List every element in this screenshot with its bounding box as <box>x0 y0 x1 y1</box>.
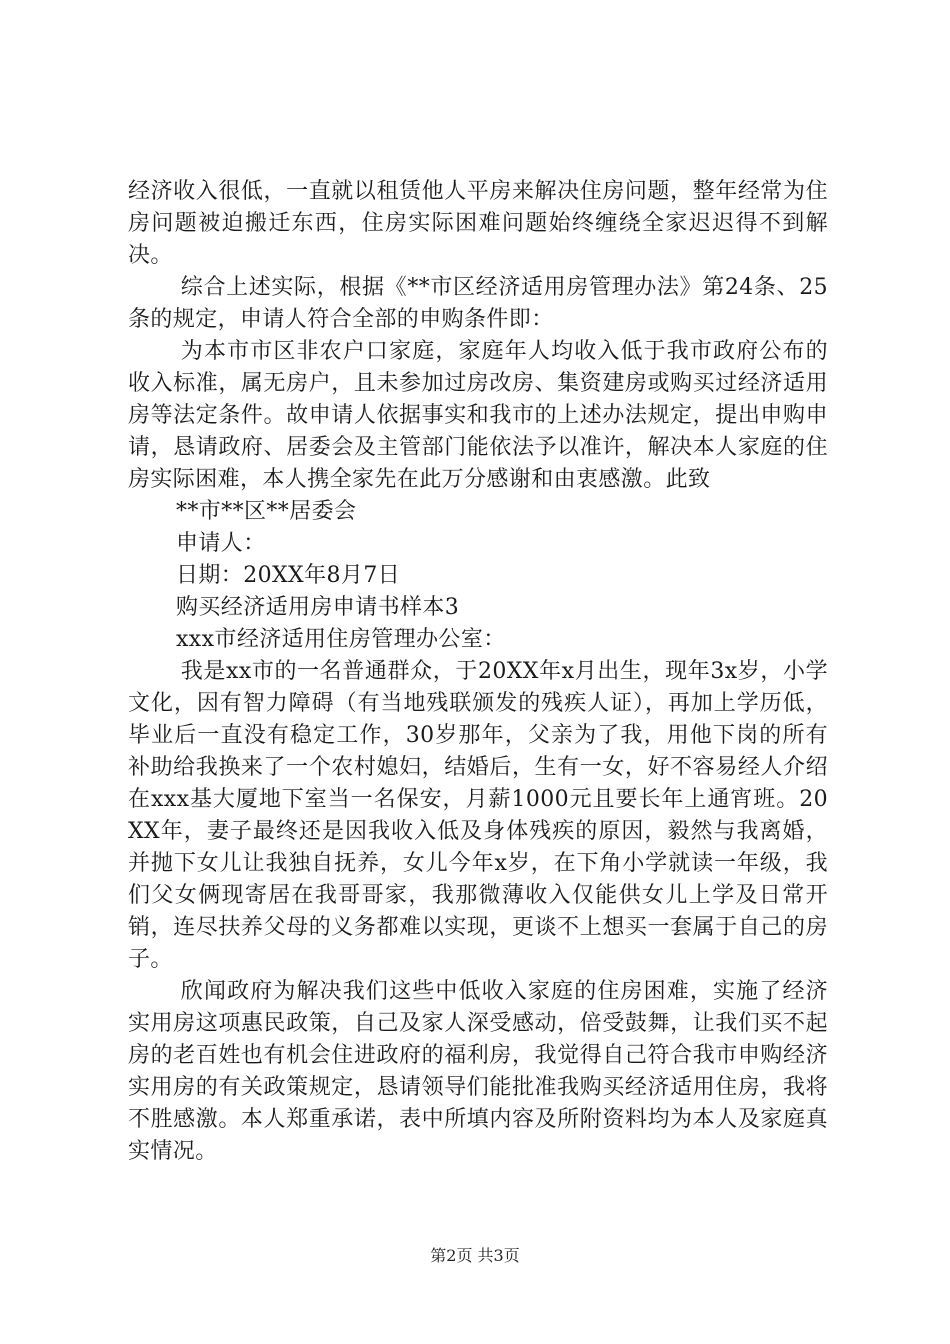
salutation-line: xxx市经济适用住房管理办公室： <box>176 627 506 652</box>
date-line: 日期：20XX年8月7日 <box>176 563 401 588</box>
paragraph-background: 我是xx市的一名普通群众，于20XX年x月出生，现年3x岁，小学文化，因有智力障碍（有当地残联颁发的残疾人证），再加上学历低，毕业后一直没有稳定工作，30岁那年，父亲为了我，用他下岗的所有补助给我换来了一个农村媳妇，结婚后，生有一女，好不容易经人介绍在xxx基大厦地下室当一名保安，月薪1000元且要长年上通宵班。20XX年，妻子最终还是因我收入低及身体残疾的原因，毅然与我离婚，并抛下女儿让我独自抚养，女儿今年x岁，在下角小学就读一年级，我们父女俩现寄居在我哥哥家，我那微薄收入仅能供女儿上学及日常开销，连尽扶养父母的义务都难以实现，更谈不上想买一套属于自己的房子。 <box>128 659 828 972</box>
sample-title: 购买经济适用房申请书样本3 <box>176 595 460 620</box>
paragraph-request: 欣闻政府为解决我们这些中低收入家庭的住房困难，实施了经济实用房这项惠民政策，自己及家人深受感动，倍受鼓舞，让我们买不起房的老百姓也有机会住进政府的福利房，我觉得自己符合我市申购经济实用房的有关政策规定，恳请领导们能批准我购买经济适用住房，我将不胜感激。本人郑重承诺，表中所填内容及所附资料均为本人及家庭真实情况。 <box>128 979 828 1164</box>
addressee-line: **市**区**居委会 <box>176 499 357 524</box>
applicant-line: 申请人： <box>176 531 266 556</box>
document-body <box>128 176 828 1168</box>
paragraph-summary: 综合上述实际，根据《**市区经济适用房管理办法》第24条、25条的规定，申请人符合全部的申购条件即： <box>128 275 828 332</box>
page-footer: 第2页 共3页 <box>430 1246 520 1265</box>
paragraph-conditions: 为本市市区非农户口家庭，家庭年人均收入低于我市政府公布的收入标准，属无房户，且未参加过房改房、集资建房或购买过经济适用房等法定条件。故申请人依据事实和我市的上述办法规定，提出申购申请，恳请政府、居委会及主管部门能依法予以准许，解决本人家庭的住房实际困难，本人携全家先在此万分感谢和由衷感激。此致 <box>128 339 828 492</box>
paragraph-continuation: 经济收入很低，一直就以租赁他人平房来解决住房问题，整年经常为住房问题被迫搬迁东西，住房实际困难问题始终缠绕全家迟迟得不到解决。 <box>128 179 828 268</box>
